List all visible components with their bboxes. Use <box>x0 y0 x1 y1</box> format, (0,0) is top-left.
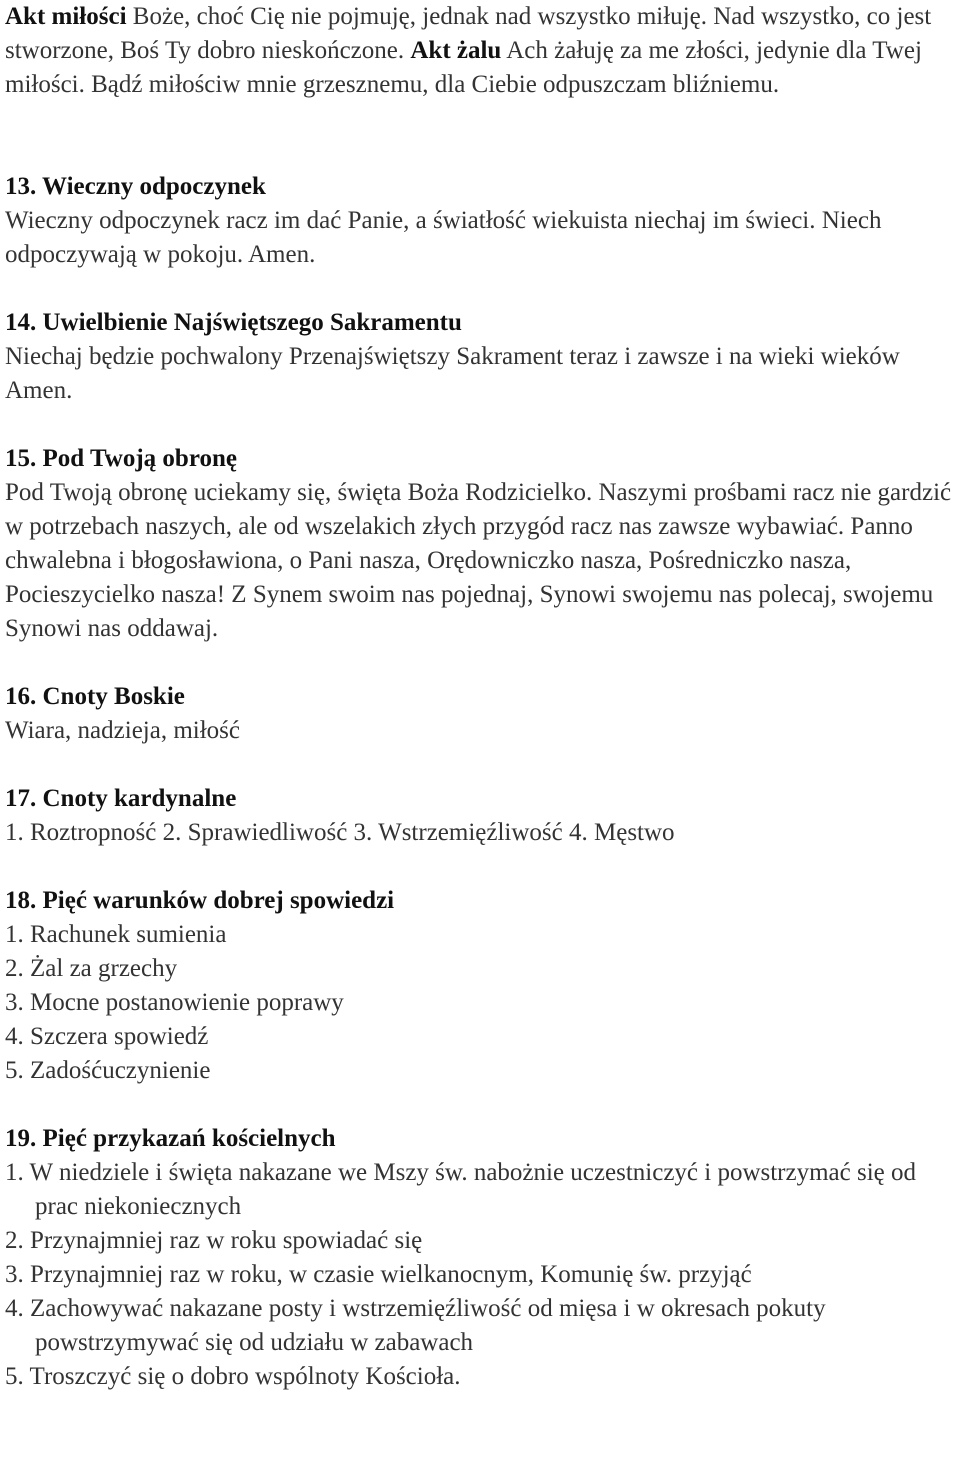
list-item: 2. Żal za grzechy <box>5 955 178 982</box>
section-16-title: 16. Cnoty Boskie <box>5 683 185 710</box>
section-18-title: 18. Pięć warunków dobrej spowiedzi <box>5 887 395 914</box>
section-16-body: Wiara, nadzieja, miłość <box>5 717 240 744</box>
section-13-title: 13. Wieczny odpoczynek <box>5 173 266 200</box>
akt-milosci-label: Akt miłości <box>5 3 127 30</box>
section-16 <box>5 680 957 748</box>
intro-prayers <box>5 0 957 102</box>
section-15 <box>5 442 957 646</box>
list-item: 5. Zadośćuczynienie <box>5 1057 211 1084</box>
list-item: 3. Przynajmniej raz w roku, w czasie wielkanocnym, Komunię św. przyjąć <box>5 1261 752 1288</box>
section-15-body: Pod Twoją obronę uciekamy się, święta Boża Rodzicielko. Naszymi prośbami racz nie gardzić w potrzebach naszych, ale od wszelakich złych przygód racz nas zawsze wybawiać. Panno chwalebna i błogosławiona, o Pani nasza, Orędowniczko nasza, Pośredniczko nasza, Pocieszycielko nasza! Z Synem swoim nas pojednaj, Synowi swojemu nas polecaj, swojemu Synowi nas oddawaj. <box>5 479 952 642</box>
list-item: 5. Troszczyć się o dobro wspólnoty Kościoła. <box>5 1363 461 1390</box>
list-item: 3. Mocne postanowienie poprawy <box>5 989 344 1016</box>
section-17-title: 17. Cnoty kardynalne <box>5 785 237 812</box>
section-17 <box>5 782 957 850</box>
list-item: 4. Zachowywać nakazane posty i wstrzemięźliwość od mięsa i w okresach pokuty powstrzymywać się od udziału w zabawach <box>5 1295 826 1356</box>
list-item: 2. Przynajmniej raz w roku spowiadać się <box>5 1227 423 1254</box>
section-19 <box>5 1122 957 1394</box>
list-item: 4. Szczera spowiedź <box>5 1023 209 1050</box>
section-14-title: 14. Uwielbienie Najświętszego Sakramentu <box>5 309 462 336</box>
list-item: 1. Rachunek sumienia <box>5 921 227 948</box>
list-item: 1. W niedziele i święta nakazane we Mszy św. nabożnie uczestniczyć i powstrzymać się od prac niekoniecznych <box>5 1159 917 1220</box>
section-14-body: Niechaj będzie pochwalony Przenajświętszy Sakrament teraz i zawsze i na wieki wieków Amen. <box>5 343 900 404</box>
section-13-body: Wieczny odpoczynek racz im dać Panie, a światłość wiekuista niechaj im świeci. Niech odpoczywają w pokoju. Amen. <box>5 207 882 268</box>
section-13 <box>5 170 957 272</box>
akt-zalu-text: Ach żałuję za me złości, jedynie dla Twej miłości. Bądź miłościw mnie grzesznemu, dla Ciebie odpuszczam bliźniemu. <box>5 37 922 98</box>
section-15-title: 15. Pod Twoją obronę <box>5 445 237 472</box>
section-17-body: 1. Roztropność 2. Sprawiedliwość 3. Wstrzemięźliwość 4. Męstwo <box>5 819 675 846</box>
section-14 <box>5 306 957 408</box>
section-19-title: 19. Pięć przykazań kościelnych <box>5 1125 336 1152</box>
akt-zalu-label: Akt żalu <box>410 37 502 64</box>
section-18 <box>5 884 957 1088</box>
akt-milosci-text: Boże, choć Cię nie pojmuję, jednak nad wszystko miłuję. Nad wszystko, co jest stworzone, Boś Ty dobro nieskończone. <box>5 3 932 64</box>
document-page <box>5 0 957 1394</box>
